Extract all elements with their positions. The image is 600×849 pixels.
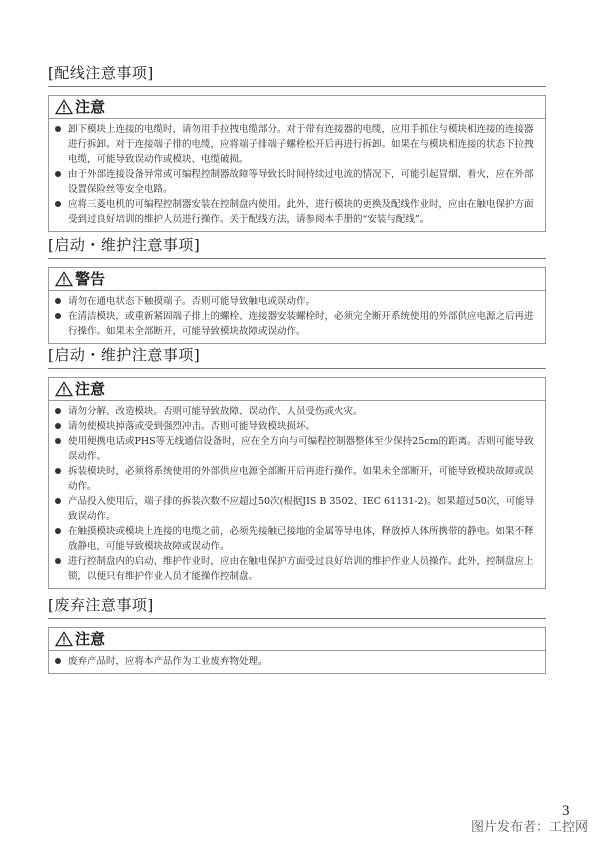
caution-body	[49, 119, 545, 231]
caution-box	[48, 377, 546, 589]
item-text: 产品投入使用后，端子排的拆装次数不应超过50次(根据JIS B 3502、IEC 61131-2)。如果超过50次，可能导致误动作。	[68, 496, 535, 522]
bullet-icon	[55, 126, 61, 132]
list-item	[55, 464, 539, 494]
warning-box	[48, 267, 546, 344]
item-text: 请勿分解、改造模块。否则可能导致故障、误动作、人员受伤或火灾。	[68, 406, 363, 417]
list-item	[55, 309, 539, 339]
item-text: 废弃产品时，应将本产品作为工业废弃物处理。	[68, 656, 268, 667]
disposal-precautions-section	[48, 596, 546, 674]
list-item	[55, 419, 539, 434]
section-title: [配线注意事项]	[48, 64, 546, 87]
item-text: 请勿使模块掉落或受到强烈冲击。否则可能导致模块损坏。	[68, 421, 316, 432]
caution-body	[49, 651, 545, 673]
caution-header	[49, 378, 545, 401]
list-item	[55, 122, 539, 167]
list-item	[55, 434, 539, 464]
item-text: 在清洁模块，或重新紧固端子排上的螺栓、连接器安装螺栓时，必须完全断开系统使用的外部供应电源之后再进行操作。如果未全部断开，可能导致模块故障或误动作。	[68, 311, 534, 337]
caution-body	[49, 401, 545, 588]
section-title: [启动・维护注意事项]	[48, 346, 546, 369]
bullet-icon	[55, 423, 61, 429]
item-text: 由于外部连接设备异常或可编程控制器故障等导致长时间持续过电流的情况下，可能引起冒烟、着火，应在外部设置保险丝等安全电路。	[68, 169, 534, 195]
caution-header	[49, 96, 545, 119]
warning-triangle-icon	[55, 381, 73, 397]
list-item	[55, 294, 539, 309]
list-item	[55, 197, 539, 227]
item-text: 应将三菱电机的可编程控制器安装在控制盘内使用。此外，进行模块的更换及配线作业时，应由在触电保护方面受到过良好培训的维护人员进行操作。关于配线方法，请参阅本手册的“安装与配线”。	[68, 199, 534, 225]
list-item	[55, 524, 539, 554]
list-item	[55, 654, 539, 669]
caution-box	[48, 95, 546, 232]
list-item	[55, 554, 539, 584]
item-text: 在触摸模块或模块上连接的电缆之前，必须先接触已接地的金属等导电体，释放掉人体所携带的静电。如果不释放静电，可能导致模块故障或误动作。	[68, 526, 534, 552]
section-title: [废弃注意事项]	[48, 596, 546, 619]
bullet-icon	[55, 468, 61, 474]
list-item	[55, 404, 539, 419]
wiring-precautions-section	[48, 64, 546, 232]
startup-maintenance-warning-section	[48, 236, 546, 344]
bullet-icon	[55, 658, 61, 664]
item-text: 请勿在通电状态下触摸端子。否则可能导致触电或误动作。	[68, 296, 316, 307]
caution-box	[48, 627, 546, 674]
bullet-icon	[55, 558, 61, 564]
warning-triangle-icon	[55, 99, 73, 115]
section-title: [启动・维护注意事项]	[48, 236, 546, 259]
startup-maintenance-caution-section	[48, 346, 546, 589]
watermark: 图片发布者：工控网	[470, 820, 588, 835]
bullet-icon	[55, 438, 61, 444]
bullet-icon	[55, 528, 61, 534]
list-item	[55, 494, 539, 524]
bullet-icon	[55, 201, 61, 207]
warning-label: 警告	[75, 270, 106, 288]
bullet-icon	[55, 408, 61, 414]
bullet-icon	[55, 171, 61, 177]
caution-label: 注意	[75, 380, 106, 398]
list-item	[55, 167, 539, 197]
bullet-icon	[55, 313, 61, 319]
warning-body	[49, 291, 545, 343]
caution-label: 注意	[75, 630, 106, 648]
bullet-icon	[55, 298, 61, 304]
item-text: 拆装模块时，必须将系统使用的外部供应电源全部断开后再进行操作。如果未全部断开，可能导致模块故障或误动作。	[68, 466, 534, 492]
warning-triangle-icon	[55, 271, 73, 287]
caution-label: 注意	[75, 98, 106, 116]
warning-header	[49, 268, 545, 291]
warning-triangle-icon	[55, 631, 73, 647]
caution-header	[49, 628, 545, 651]
item-text: 进行控制盘内的启动、维护作业时，应由在触电保护方面受过良好培训的维护作业人员操作。此外，控制盘应上锁，以便只有维护作业人员才能操作控制盘。	[68, 556, 534, 582]
page-number: 3	[562, 803, 570, 819]
bullet-icon	[55, 498, 61, 504]
item-text: 使用便携电话或PHS等无线通信设备时，应在全方向与可编程控制器整体至少保持25cm的距离。否则可能导致误动作。	[68, 436, 534, 462]
item-text: 卸下模块上连接的电缆时，请勿用手拉拽电缆部分。对于带有连接器的电缆，应用手抓住与模块相连接的连接器进行拆卸。对于连接端子排的电缆，应将端子排端子螺栓松开后再进行拆卸。如果在与模块相连接的状态下拉拽电缆，可能导致误动作或模块、电缆破损。	[68, 124, 534, 165]
